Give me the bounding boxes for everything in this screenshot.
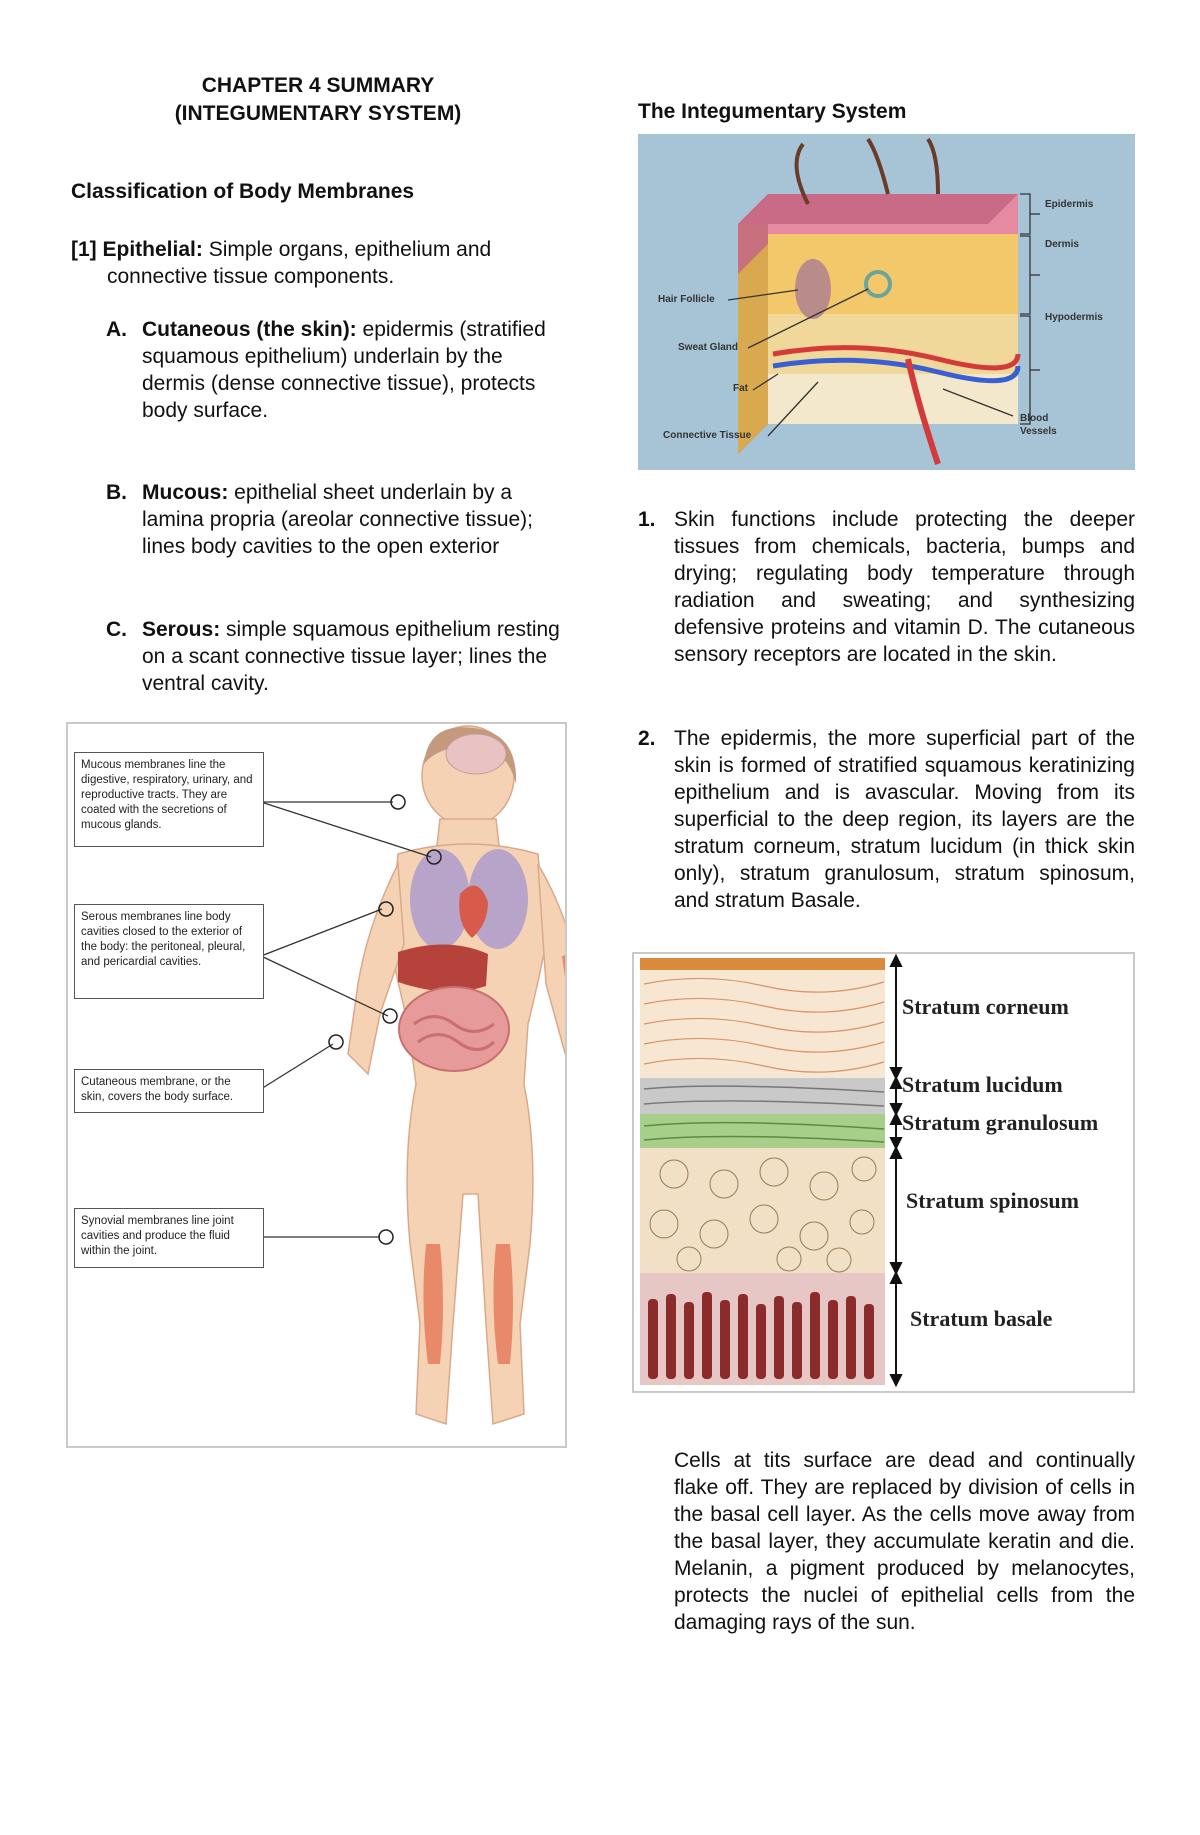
epidermal-strata-figure (632, 952, 1135, 1393)
skin-point-text: Skin functions include protecting the deeper tissues from chemicals, bacteria, bumps and drying; regulating body temperature through radiation and sweating; and synthesizing defensive proteins and vitamin D. The cutaneous sensory receptors are located in the skin. (674, 508, 1135, 666)
membrane-item-marker: A. (106, 318, 127, 341)
synovial-membrane-label: Synovial membranes line joint cavities and produce the fluid within the joint. (74, 1208, 264, 1268)
membrane-item-c (106, 616, 566, 697)
hypodermis-label: Hypodermis (1045, 312, 1103, 323)
epithelial-text: Simple organs, epithelium and connective tissue components. (107, 238, 492, 288)
body-membranes-figure (66, 722, 567, 1448)
skin-point-1 (638, 506, 1135, 668)
membrane-item-text: epidermis (stratified squamous epithelium) underlain by the dermis (dense connective tissue), protects body surface. (142, 318, 546, 422)
stratum-lucidum-label: Stratum lucidum (902, 1072, 1063, 1097)
membrane-item-b (106, 479, 566, 560)
cutaneous-membrane-label: Cutaneous membrane, or the skin, covers the body surface. (74, 1069, 264, 1113)
skin-point-marker: 2. (638, 727, 656, 750)
epithelial-marker: [1] (71, 238, 97, 261)
page-title-line2: (INTEGUMENTARY SYSTEM) (174, 102, 462, 125)
stratum-basale-label: Stratum basale (910, 1306, 1053, 1331)
fat-label: Fat (733, 383, 748, 394)
skin-point-marker: 1. (638, 508, 656, 531)
epidermis-label: Epidermis (1045, 199, 1094, 210)
blood-vessels-label-line1: Blood (1020, 413, 1049, 424)
skin-cross-section-figure (638, 134, 1135, 470)
membrane-item-text: epithelial sheet underlain by a lamina propria (areolar connective tissue); lines body cavities to the open exterior (142, 481, 534, 558)
membrane-item-text: simple squamous epithelium resting on a scant connective tissue layer; lines the ventral cavity. (142, 618, 560, 695)
mucous-membrane-label: Mucous membranes line the digestive, respiratory, urinary, and reproductive tracts. They are coated with the secretions of mucous glands. (74, 752, 264, 847)
dermis-label: Dermis (1045, 239, 1079, 250)
stratum-corneum-label: Stratum corneum (902, 994, 1069, 1019)
blood-vessels-label-line2: Vessels (1020, 426, 1057, 437)
membrane-item-term: Serous: (142, 618, 221, 641)
membrane-item-term: Cutaneous (the skin): (142, 318, 357, 341)
membrane-item-marker: B. (106, 481, 127, 504)
membrane-item-marker: C. (106, 618, 127, 641)
membrane-item-term: Mucous: (142, 481, 229, 504)
serous-membrane-label: Serous membranes line body cavities closed to the exterior of the body: the peritoneal, pleural, and pericardial cavities. (74, 904, 264, 999)
skin-point-2 (638, 725, 1135, 914)
skin-point-text: The epidermis, the more superficial part of the skin is formed of stratified squamous keratinizing epithelium and is avascular. Moving from its superficial to the deep region, its layers are the stratum corneum, stratum lucidum (in thick skin only), stratum granulosum, stratum spinosum, and stratum Basale. (674, 727, 1135, 912)
epithelial-term: Epithelial: (102, 238, 203, 261)
sweat-gland-label: Sweat Gland (678, 342, 739, 353)
membrane-item-a (106, 316, 566, 424)
stratum-spinosum-label: Stratum spinosum (906, 1188, 1079, 1213)
membranes-heading: Classification of Body Membranes (71, 180, 415, 203)
integumentary-heading: The Integumentary System (638, 100, 907, 123)
connective-tissue-label: Connective Tissue (663, 430, 752, 441)
page-title (0, 72, 636, 128)
stratum-granulosum-label: Stratum granulosum (902, 1110, 1099, 1135)
closing-paragraph: Cells at tits surface are dead and continually flake off. They are replaced by division of cells in the basal cell layer. As the cells move away from the basal layer, they accumulate keratin and die. Melanin, a pigment produced by melanocytes, protects the nuclei of epithelial cells from the damaging rays of the sun. (674, 1449, 1135, 1634)
page-title-line1: CHAPTER 4 SUMMARY (201, 74, 435, 97)
epithelial-item (71, 236, 551, 290)
hair-follicle-label: Hair Follicle (658, 294, 715, 305)
